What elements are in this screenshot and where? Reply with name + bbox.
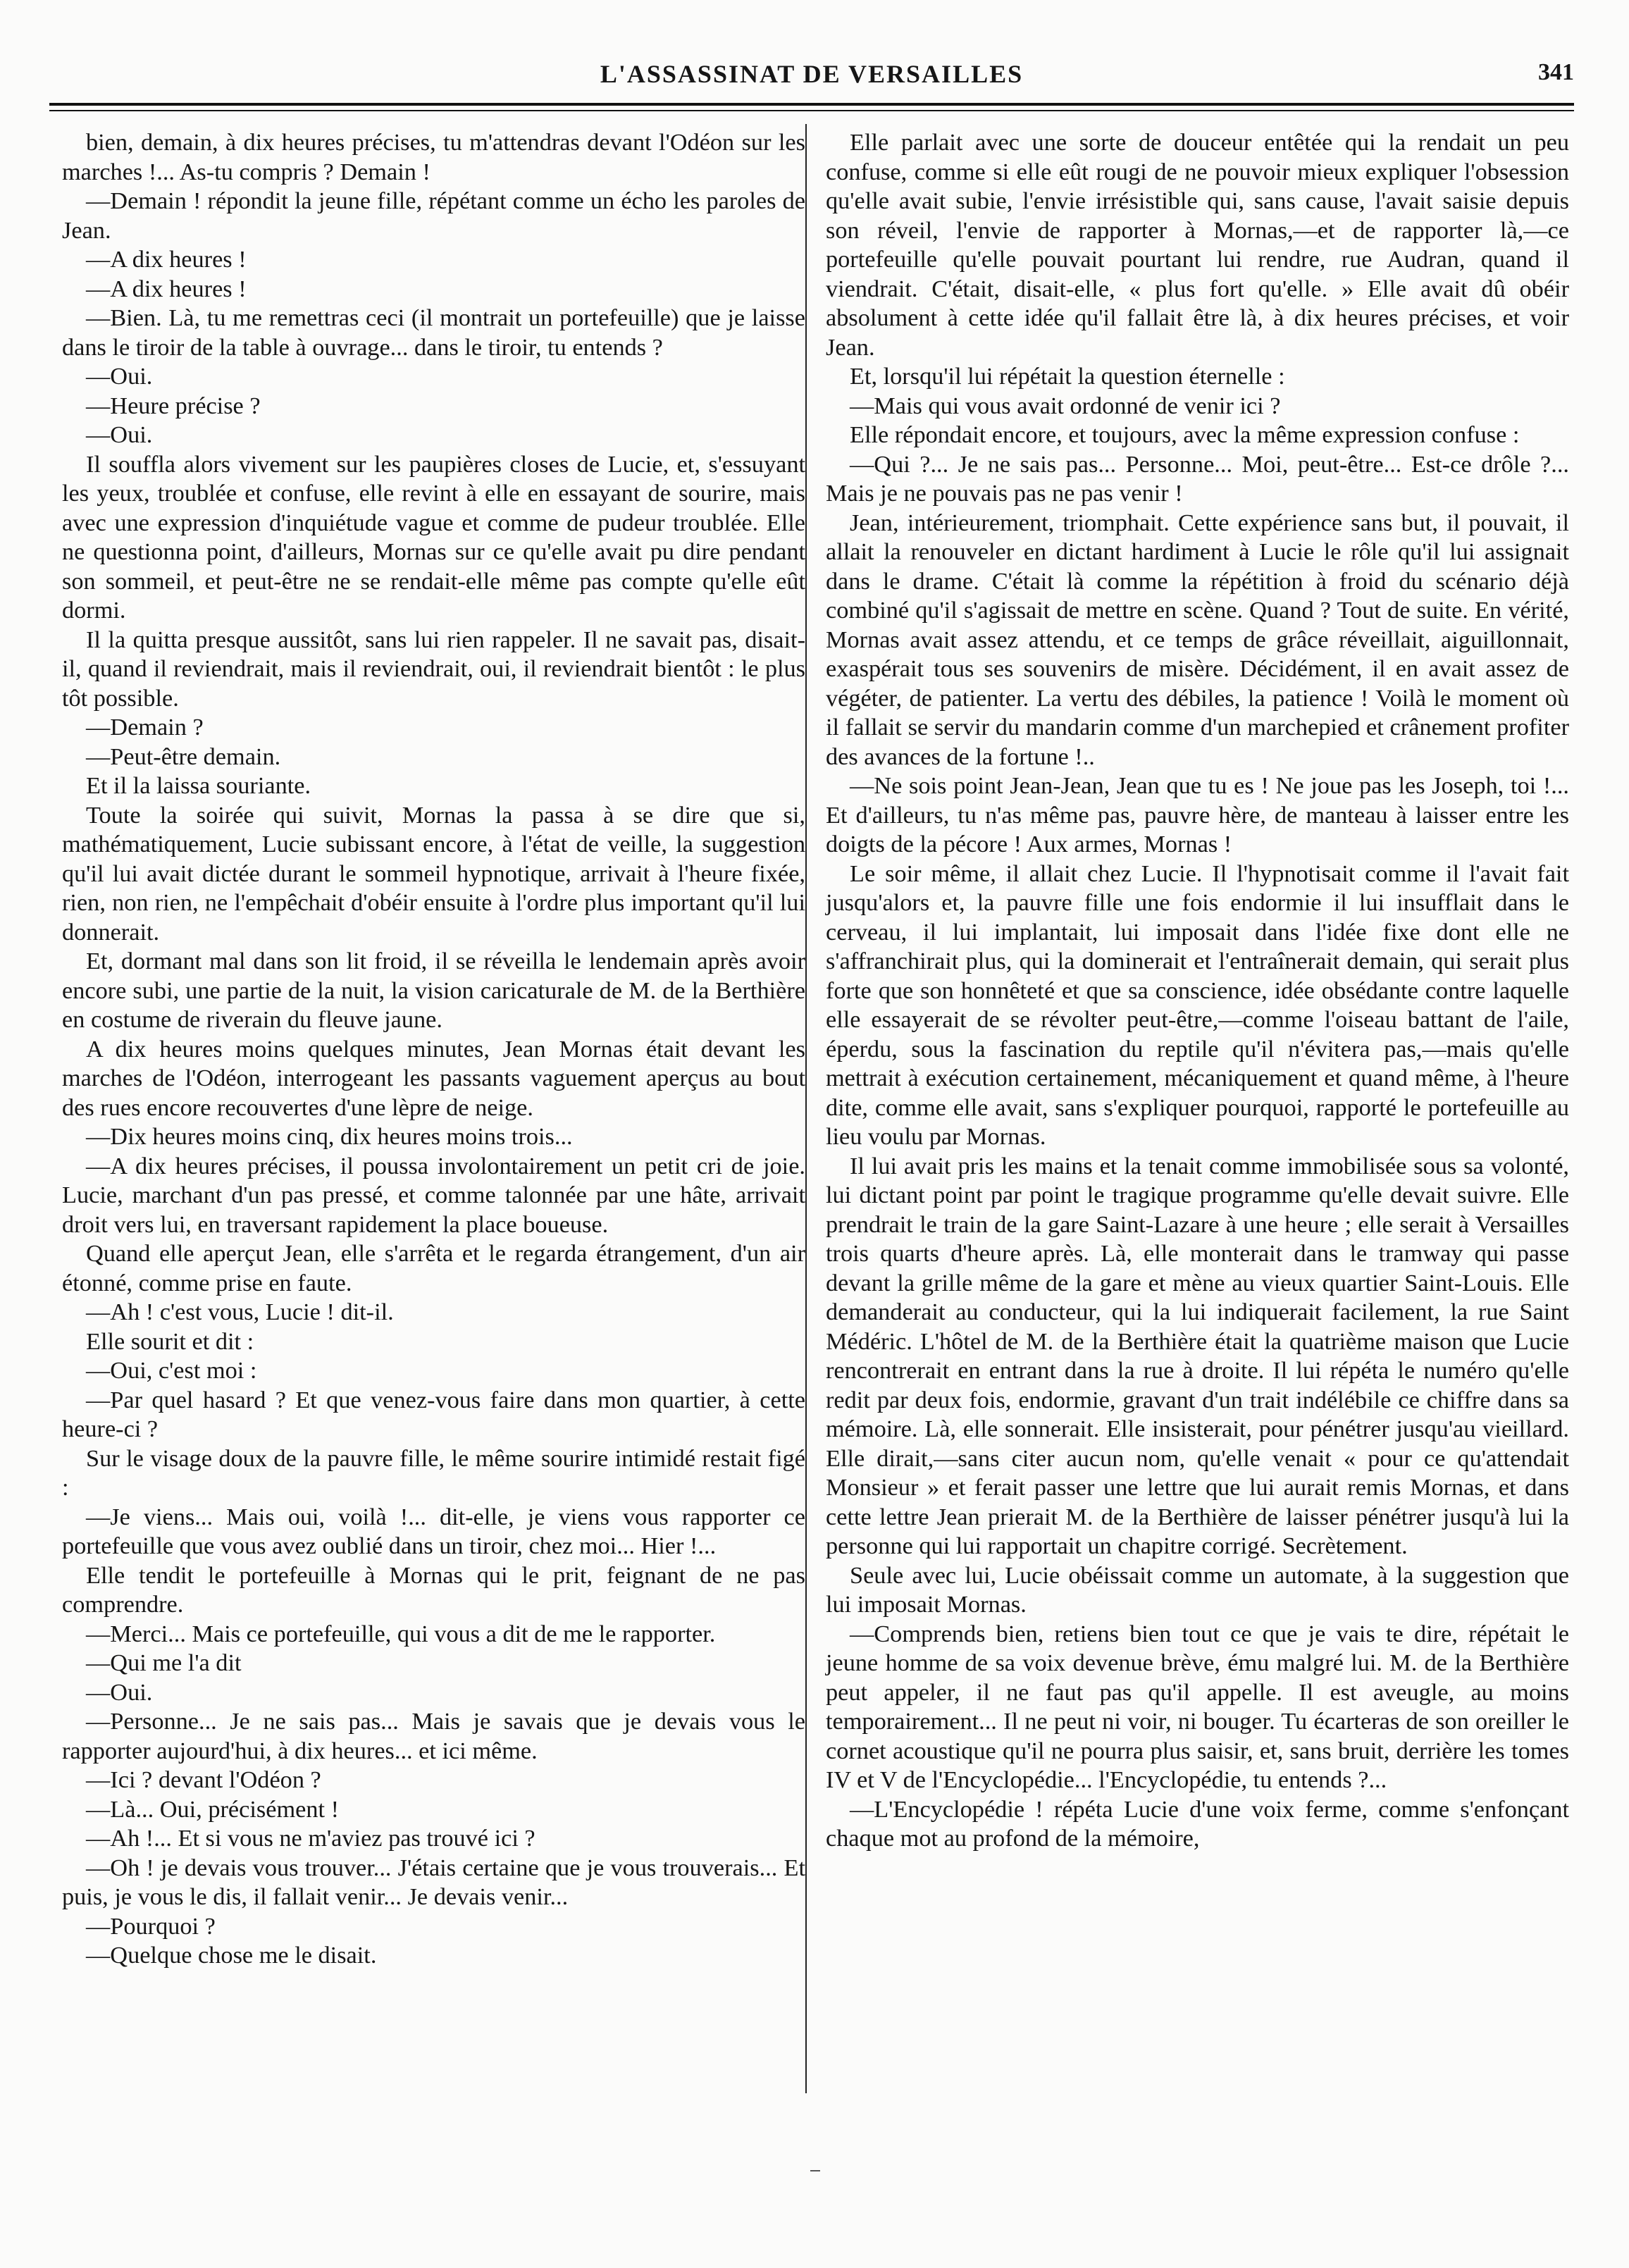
paragraph: —Pourquoi ? bbox=[86, 1912, 216, 1940]
header-rule-thin bbox=[49, 110, 1574, 111]
paragraph: Il la quitta presque aussitôt, sans lui rien rappeler. Il ne savait pas, disait-il, quand il reviendrait, mais il reviendrait, oui, il reviendrait bientôt : le plus tôt possible. bbox=[62, 626, 805, 712]
left-column bbox=[62, 128, 805, 1971]
paragraph: Elle parlait avec une sorte de douceur entêtée qui la rendait un peu confuse, comme si elle eût rougi de ne pouvoir mieux expliquer l'obsession qu'elle avait subie, l'envie irrésistible qui, sans cause, l'avait saisie depuis son réveil, l'envie de rapporter à Mornas,—et de rapporter là,—ce portefeuille qu'elle pouvait pourtant lui rendre, rue Audran, quand il viendrait. C'était, disait-elle, « plus fort qu'elle. » Elle avait dû obéir absolument à cette idée qu'il fallait être là, à dix heures précises, et voir Jean. bbox=[826, 129, 1569, 361]
paragraph: Il souffla alors vivement sur les paupières closes de Lucie, et, s'essuyant les yeux, troublée et confuse, elle revint à elle en essayant de sourire, mais avec une expression d'inquiétude vague et comme de pudeur troublée. Elle ne questionna point, d'ailleurs, Mornas sur ce qu'elle avait pu dire pendant son sommeil, et peut-être ne se rendait-elle même pas compte qu'elle eût dormi. bbox=[62, 450, 805, 624]
paragraph: —Bien. Là, tu me remettras ceci (il montrait un portefeuille) que je laisse dans le tiroir de la table à ouvrage... dans le tiroir, tu entends ? bbox=[62, 304, 805, 361]
paragraph: —Par quel hasard ? Et que venez-vous faire dans mon quartier, à cette heure-ci ? bbox=[62, 1386, 805, 1442]
paragraph: —Mais qui vous avait ordonné de venir ici ? bbox=[850, 392, 1281, 419]
paragraph: —Oui, c'est moi : bbox=[86, 1357, 257, 1384]
paragraph: Sur le visage doux de la pauvre fille, le même sourire intimidé restait figé : bbox=[62, 1444, 805, 1501]
paragraph: —Heure précise ? bbox=[86, 392, 261, 419]
paragraph: —Personne... Je ne sais pas... Mais je savais que je devais vous le rapporter aujourd'hui, à dix heures... et ici même. bbox=[62, 1708, 805, 1764]
page-number: 341 bbox=[1538, 59, 1574, 85]
right-column bbox=[826, 128, 1569, 1854]
paragraph: —Peut-être demain. bbox=[86, 743, 281, 770]
paragraph: —Là... Oui, précisément ! bbox=[86, 1795, 340, 1823]
paragraph: Toute la soirée qui suivit, Mornas la passa à se dire que si, mathématiquement, Lucie subissant encore, à l'état de veille, la suggestion qu'il lui avait dictée durant le sommeil hypnotique, arrivait à l'heure fixée, rien, non rien, ne l'empêchait d'obéir ensuite à l'ordre plus important qu'il lui donnerait. bbox=[62, 801, 805, 946]
paragraph: —Oh ! je devais vous trouver... J'étais certaine que je vous trouverais... Et puis, je vous le dis, il fallait venir... Je devais venir... bbox=[62, 1854, 805, 1910]
paragraph: —Dix heures moins cinq, dix heures moins trois... bbox=[86, 1123, 573, 1150]
paragraph: bien, demain, à dix heures précises, tu m'attendras devant l'Odéon sur les marches !... As-tu compris ? Demain ! bbox=[62, 129, 805, 185]
paragraph: —A dix heures ! bbox=[86, 275, 247, 302]
paragraph: —Qui me l'a dit bbox=[86, 1649, 242, 1676]
paragraph: Et, dormant mal dans son lit froid, il se réveilla le lendemain après avoir encore subi, une partie de la nuit, la vision caricaturale de M. de la Berthière en costume de riverain du fleuve jaune. bbox=[62, 948, 805, 1033]
paragraph: Jean, intérieurement, triomphait. Cette expérience sans but, il pouvait, il allait la renouveler en dictant hardiment à Lucie le rôle qu'il lui assignait dans le drame. C'était là comme la répétition à froid du scénario déjà combiné qu'il s'agissait de mettre en scène. Quand ? Tout de suite. En vérité, Mornas avait assez attendu, et ce temps de grâce réveillait, aiguillonnait, exaspérait tous ses souvenirs de misère. Décidément, il en avait assez de végéter, de patienter. La vertu des débiles, la patience ! Voilà le moment où il fallait se servir du mandarin comme d'un marchepied et crânement profiter des avances de la fortune !.. bbox=[826, 509, 1569, 770]
paragraph: —A dix heures précises, il poussa involontairement un petit cri de joie. Lucie, marchant d'un pas pressé, et comme talonnée par une hâte, arrivait droit vers lui, en traversant rapidement la place boueuse. bbox=[62, 1152, 805, 1238]
page-header bbox=[49, 59, 1574, 101]
paragraph: —Oui. bbox=[86, 363, 153, 390]
running-title: L'ASSASSINAT DE VERSAILLES bbox=[600, 60, 1024, 88]
paragraph: Elle tendit le portefeuille à Mornas qui le prit, feignant de ne pas comprendre. bbox=[62, 1561, 805, 1618]
paragraph: Elle répondait encore, et toujours, avec la même expression confuse : bbox=[850, 421, 1520, 448]
paragraph: —Demain ? bbox=[86, 714, 204, 740]
paragraph: Elle sourit et dit : bbox=[86, 1327, 254, 1355]
paragraph: —Oui. bbox=[86, 1678, 153, 1706]
paragraph: —Quelque chose me le disait. bbox=[86, 1942, 377, 1969]
paragraph: Il lui avait pris les mains et la tenait comme immobilisée sous sa volonté, lui dictant point par point le tragique programme qu'elle devait suivre. Elle prendrait le train de la gare Saint-Lazare à une heure ; elle serait à Versailles trois quarts d'heure après. Là, elle monterait dans le tramway qui passe devant la grille même de la gare et mène au vieux quartier Saint-Louis. Elle demanderait au conducteur, qui la lui indiquerait facilement, la rue Saint Médéric. L'hôtel de M. de la Berthière était la quatrième maison que Lucie rencontrerait en entrant dans la rue à droite. Il lui répéta le numéro qu'elle redit par deux fois, endormie, gravant d'un trait indélébile ce chiffre dans sa mémoire. Là, elle sonnerait. Elle insisterait, pour pénétrer jusqu'au vieillard. Elle dirait,—sans citer aucun nom, qu'elle venait « pour ce qu'attendait Monsieur » et ferait passer une lettre que lui aurait remis Mornas, et dans cette lettre Jean prierait M. de la Berthière de laisser pénétrer jusqu'à lui la personne qui lui rapportait un chapitre corrigé. Secrètement. bbox=[826, 1152, 1569, 1559]
paragraph: Quand elle aperçut Jean, elle s'arrêta et le regarda étrangement, d'un air étonné, comme prise en faute. bbox=[62, 1240, 805, 1296]
paragraph: —Ah ! c'est vous, Lucie ! dit-il. bbox=[86, 1299, 394, 1325]
paragraph: —Je viens... Mais oui, voilà !... dit-elle, je viens vous rapporter ce portefeuille que vous avez oublié dans un tiroir, chez moi... Hier !... bbox=[62, 1503, 805, 1559]
paragraph: —Ah !... Et si vous ne m'aviez pas trouvé ici ? bbox=[86, 1825, 535, 1852]
paragraph: —Ne sois point Jean-Jean, Jean que tu es ! Ne joue pas les Joseph, toi !... Et d'ailleurs, tu n'as même pas, pauvre hère, de manteau à laisser entre les doigts de la pécore ! Aux armes, Mornas ! bbox=[826, 772, 1569, 857]
paragraph: —Merci... Mais ce portefeuille, qui vous a dit de me le rapporter. bbox=[86, 1620, 716, 1647]
bottom-mark bbox=[810, 2170, 820, 2171]
paragraph: Et, lorsqu'il lui répétait la question éternelle : bbox=[850, 363, 1285, 390]
paragraph: —Demain ! répondit la jeune fille, répétant comme un écho les paroles de Jean. bbox=[62, 187, 805, 244]
header-rule-thick bbox=[49, 103, 1574, 106]
paragraph: A dix heures moins quelques minutes, Jean Mornas était devant les marches de l'Odéon, interrogeant les passants vaguement aperçus au bout des rues encore recouvertes d'une lèpre de neige. bbox=[62, 1035, 805, 1121]
paragraph: —A dix heures ! bbox=[86, 246, 247, 273]
paragraph: —L'Encyclopédie ! répéta Lucie d'une voix ferme, comme s'enfonçant chaque mot au profond de la mémoire, bbox=[826, 1795, 1569, 1852]
paragraph: —Qui ?... Je ne sais pas... Personne... Moi, peut-être... Est-ce drôle ?... Mais je ne pouvais pas ne pas venir ! bbox=[826, 450, 1569, 507]
paragraph: Seule avec lui, Lucie obéissait comme un automate, à la suggestion que lui imposait Mornas. bbox=[826, 1561, 1569, 1618]
paragraph: —Ici ? devant l'Odéon ? bbox=[86, 1766, 321, 1793]
paragraph: —Oui. bbox=[86, 421, 153, 448]
paragraph: Et il la laissa souriante. bbox=[86, 772, 311, 799]
column-divider bbox=[805, 124, 807, 2093]
paragraph: Le soir même, il allait chez Lucie. Il l'hypnotisait comme il l'avait fait jusqu'alors et, la pauvre fille une fois endormie il lui insufflait dans le cerveau, il lui implantait, lui imposait dans l'idée fixe dont elle ne s'affranchirait plus, qui la dominerait et l'entraînerait demain, qui serait plus forte que son honnêteté et que sa conscience, idée obsédante contre laquelle elle essayerait de se révolter peut-être,—comme l'oiseau battant de l'aile, éperdu, sous la fascination du reptile qu'il n'évitera pas,—mais qu'elle mettrait à exécution certainement, mécaniquement et quand même, à l'heure dite, comme elle avait, sans s'expliquer pourquoi, rapporté le portefeuille au lieu voulu par Mornas. bbox=[826, 860, 1569, 1150]
paragraph: —Comprends bien, retiens bien tout ce que je vais te dire, répétait le jeune homme de sa voix devenue brève, ému malgré lui. M. de la Berthière peut appeler, il ne faut pas qu'il appelle. Il est aveugle, au moins temporairement... Il ne peut ni voir, ni bouger. Tu écarteras de son oreiller le cornet acoustique qu'il ne pourra plus saisir, et, sans bruit, derrière les tomes IV et V de l'Encyclopédie... l'Encyclopédie, tu entends ?... bbox=[826, 1620, 1569, 1793]
